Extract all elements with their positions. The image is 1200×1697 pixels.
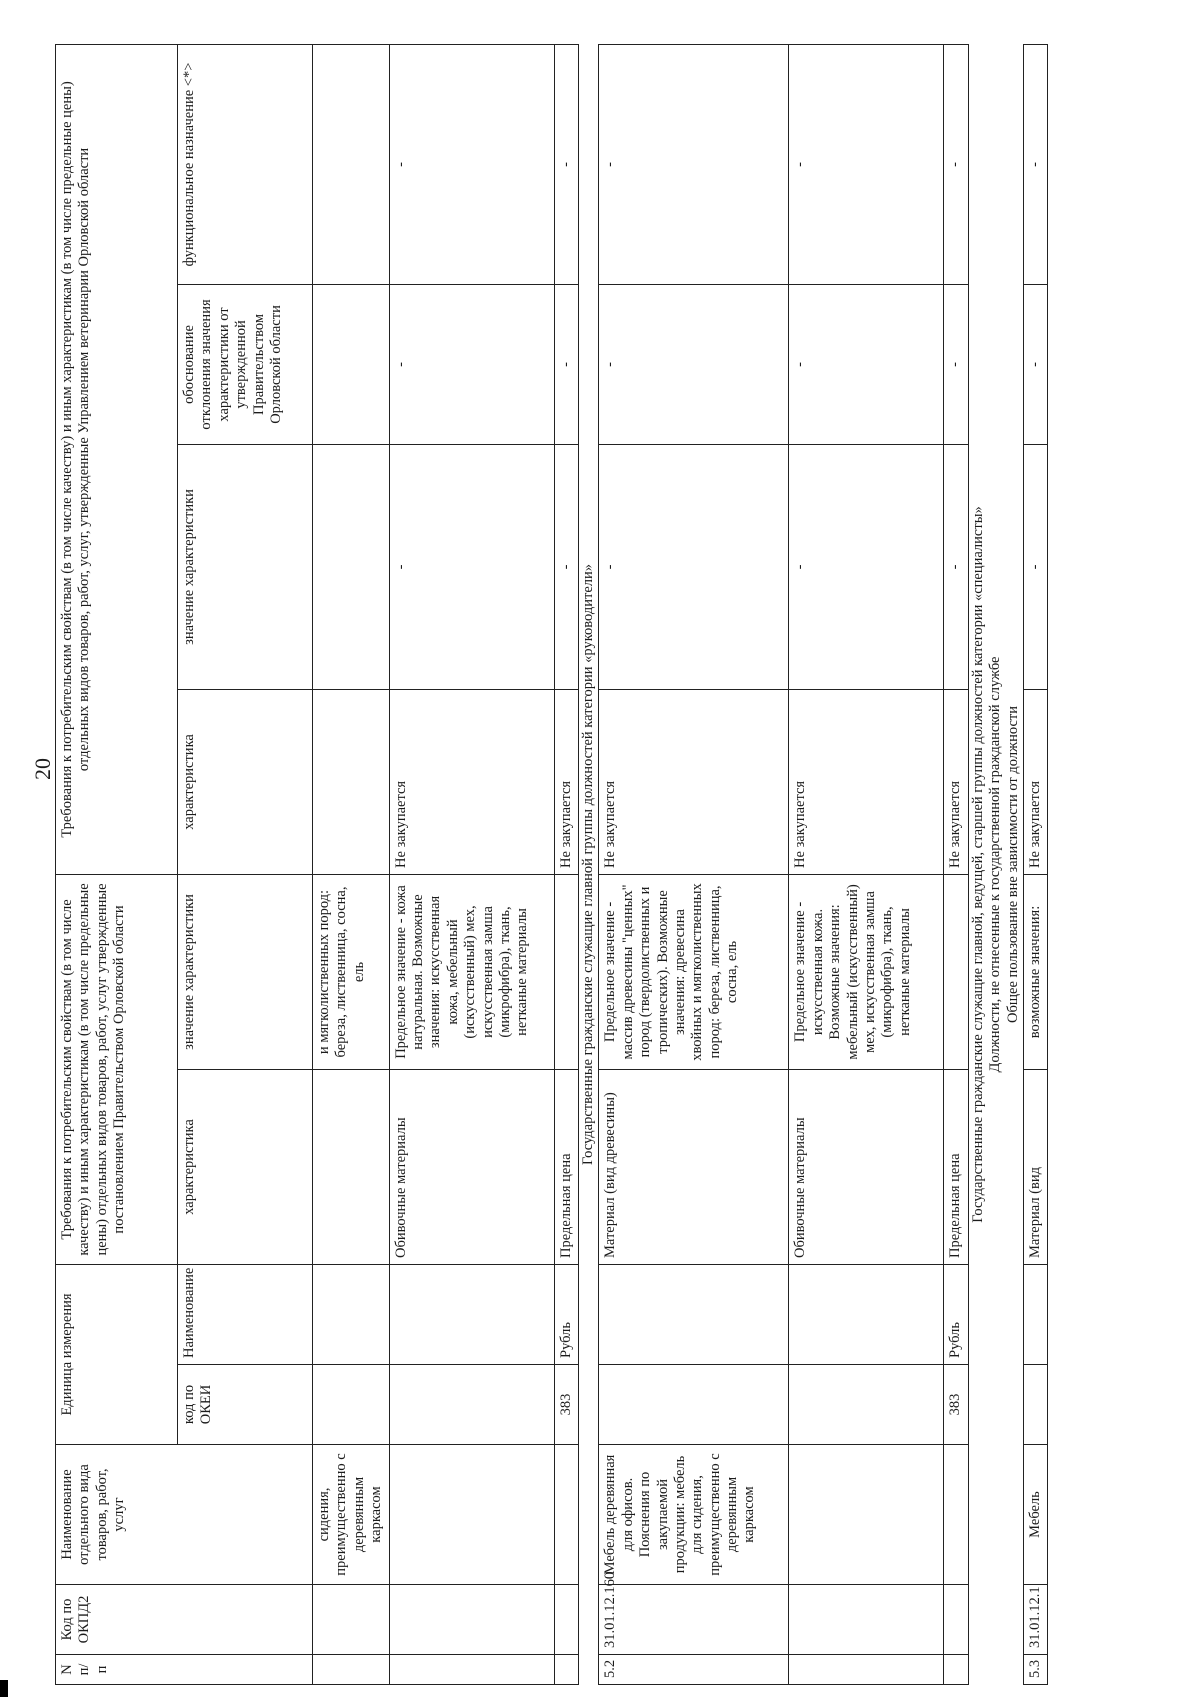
header-deviation: обоснование отклонения значения характеристики от утвержденной Правительством Орловской области	[178, 284, 313, 444]
unit-name: Рубль	[944, 1264, 968, 1364]
func-value: -	[1023, 44, 1047, 284]
item-name: Мебель деревянная для офисов. Пояснения по закупаемой продукции: мебель для сидения, преимущественно с деревянным каркасом	[599, 1445, 789, 1585]
vet-value: -	[389, 444, 554, 689]
vet-char: Не закупается	[1023, 689, 1047, 874]
section-heading-line: Государственные гражданские служащие главной, ведущей, старшей группы должностей категории «специалисты»	[969, 506, 986, 1223]
requirements-table	[55, 44, 1048, 1685]
section-heading	[968, 44, 1023, 1684]
table-row	[313, 44, 390, 1684]
okpd-code: 31.01.12.1	[1023, 1585, 1047, 1655]
table-row	[1023, 44, 1047, 1684]
header-unit-name: Наименование	[178, 1264, 313, 1364]
header-vet-req: Требования к потребительским свойствам (в том числе качеству) и иным характеристикам (в том числе предельные цены) отдельных видов товаров, работ, услуг, утвержденные Управлением ветеринарии Орловской области	[56, 44, 178, 874]
scan-edge-mark	[0, 1680, 8, 1697]
func-value: -	[599, 44, 789, 284]
item-name: сидения, преимущественно с деревянным каркасом	[313, 1445, 390, 1585]
vet-char: Не закупается	[789, 689, 944, 874]
section-heading-line: Должности, не отнесенные к государственной гражданской службе	[987, 656, 1004, 1073]
func-value: -	[554, 44, 578, 284]
gov-char: Обивочные материалы	[789, 1069, 944, 1264]
gov-char: Предельная цена	[554, 1069, 578, 1264]
header-gov-char: характеристика	[178, 1069, 313, 1264]
gov-value: и мягколиственных пород: береза, лиственница, сосна, ель	[313, 874, 390, 1069]
deviation-value: -	[389, 284, 554, 444]
page-number: 20	[30, 758, 55, 780]
unit-code: 383	[554, 1365, 578, 1445]
vet-value: -	[554, 444, 578, 689]
gov-value: Предельное значение - искусственная кожа. Возможные значения: мебельный (искусственный) мех, искусственная замша (микрофибра), ткань, нетканые материалы	[789, 874, 944, 1069]
vet-char: Не закупается	[599, 689, 789, 874]
header-gov-req: Требования к потребительским свойствам (в том числе качеству) и иным характеристикам (в том числе предельные цены) отдельных видов товаров, работ, услуг утвержденные постановлением Правительством Орловской области	[56, 874, 178, 1264]
table-row	[944, 44, 968, 1684]
gov-char: Обивочные материалы	[389, 1069, 554, 1264]
gov-char: Материал (вид древесины)	[599, 1069, 789, 1264]
deviation-value: -	[1023, 284, 1047, 444]
deviation-value: -	[599, 284, 789, 444]
rotated-table-page	[55, 45, 1175, 1685]
vet-char: Не закупается	[554, 689, 578, 874]
vet-char: Не закупается	[389, 689, 554, 874]
header-unit-code: код по ОКЕИ	[178, 1365, 313, 1445]
section-heading-line: Общее пользование вне зависимости от должности	[1004, 706, 1021, 1023]
unit-code: 383	[944, 1365, 968, 1445]
func-value: -	[789, 44, 944, 284]
header-name: Наименование отдельного вида товаров, работ, услуг	[56, 1445, 313, 1585]
header-func: функциональное назначение <*>	[178, 44, 313, 284]
header-unit: Единица измерения	[56, 1264, 178, 1444]
table-row	[389, 44, 554, 1684]
gov-value: Предельное значение - кожа натуральная. Возможные значения: искусственная кожа, мебельный (искусственный) мех, искусственная замша (микрофибра), ткань, нетканые материалы	[389, 874, 554, 1069]
deviation-value: -	[789, 284, 944, 444]
gov-char: Предельная цена	[944, 1069, 968, 1264]
section-heading: Государственные гражданские служащие главной группы должностей категории «руководители»	[578, 44, 598, 1684]
table-row	[599, 44, 789, 1684]
func-value: -	[389, 44, 554, 284]
unit-name: Рубль	[554, 1264, 578, 1364]
gov-value: возможные значения:	[1023, 874, 1047, 1069]
table-row	[554, 44, 578, 1684]
func-value: -	[944, 44, 968, 284]
vet-value: -	[1023, 444, 1047, 689]
vet-char: Не закупается	[944, 689, 968, 874]
vet-value: -	[944, 444, 968, 689]
okpd-code: 31.01.12.160	[599, 1585, 789, 1655]
table-row	[789, 44, 944, 1684]
header-vet-char: характеристика	[178, 689, 313, 874]
gov-char: Материал (вид	[1023, 1069, 1047, 1264]
header-n: N п/п	[56, 1655, 313, 1685]
vet-value: -	[789, 444, 944, 689]
header-vet-value: значение характеристики	[178, 444, 313, 689]
row-number: 5.2	[599, 1655, 789, 1685]
item-name: Мебель	[1023, 1445, 1047, 1585]
deviation-value: -	[554, 284, 578, 444]
gov-value: Предельное значение - массив древесины "ценных" пород (твердолиственных и тропических). Возможные значения: древесина хвойных и мягколиственных пород: береза, лиственница, сосна, ель	[599, 874, 789, 1069]
row-number: 5.3	[1023, 1655, 1047, 1685]
deviation-value: -	[944, 284, 968, 444]
header-okpd: Код по ОКПД2	[56, 1585, 313, 1655]
header-gov-value: значение характеристики	[178, 874, 313, 1069]
vet-value: -	[599, 444, 789, 689]
